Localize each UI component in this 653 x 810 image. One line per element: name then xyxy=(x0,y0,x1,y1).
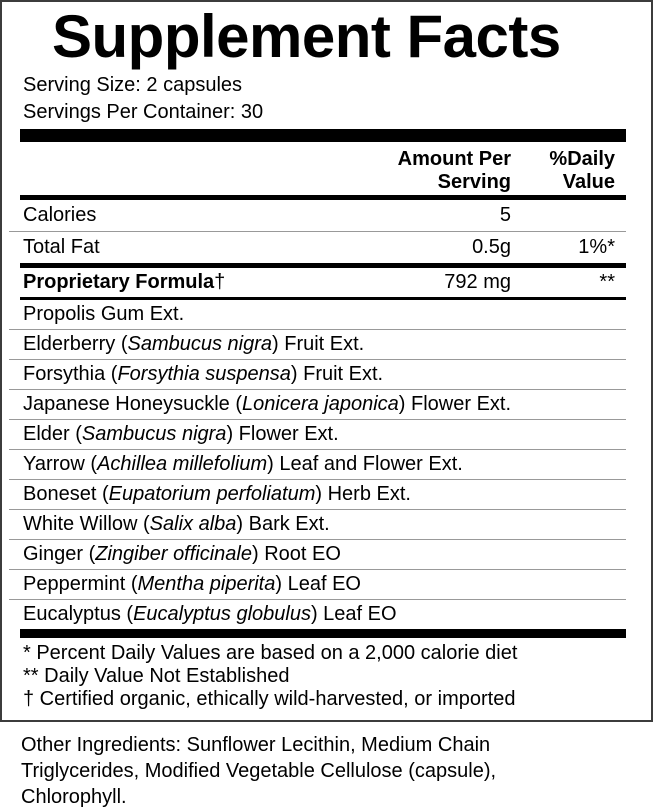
row-amount: 5 xyxy=(499,204,511,226)
ingredient-suffix: ) Flower Ext. xyxy=(398,393,512,415)
row-amount: 792 mg xyxy=(444,271,511,293)
ingredient-row xyxy=(2,570,651,599)
ingredient-prefix: Propolis Gum Ext. xyxy=(23,303,185,325)
total-fat-row xyxy=(2,232,651,263)
ingredient-latin: Forsythia suspensa xyxy=(117,363,291,385)
serving-size-line: Serving Size: 2 capsules xyxy=(23,74,243,96)
ingredient-prefix: Yarrow ( xyxy=(23,453,98,475)
servings-per-container-line: Servings Per Container: 30 xyxy=(23,101,264,123)
amount-header-line1: Amount Per xyxy=(397,148,511,170)
column-headers xyxy=(2,144,651,195)
ingredient-latin: Lonicera japonica xyxy=(242,393,399,415)
ingredient-row xyxy=(2,480,651,509)
ingredient-prefix: Forsythia ( xyxy=(23,363,118,385)
daily-header-line2: Value xyxy=(562,171,615,193)
ingredient-suffix: ) Flower Ext. xyxy=(226,423,339,445)
proprietary-formula-row xyxy=(2,268,651,297)
footnote-not-established: ** Daily Value Not Established xyxy=(23,665,290,687)
ingredient-prefix: Ginger ( xyxy=(23,543,96,565)
ingredient-suffix: ) Fruit Ext. xyxy=(290,363,384,385)
ingredient-suffix: ) Leaf EO xyxy=(310,603,397,625)
ingredient-latin: Eucalyptus globulus xyxy=(133,603,311,625)
amount-header-line2: Serving xyxy=(437,171,511,193)
footnote-certified: † Certified organic, ethically wild-harvested, or imported xyxy=(23,688,516,710)
ingredient-row xyxy=(2,360,651,389)
ingredient-suffix: ) Fruit Ext. xyxy=(272,333,365,355)
daily-header-line1: %Daily xyxy=(549,148,615,170)
ingredient-row xyxy=(2,300,651,329)
panel-title: Supplement Facts xyxy=(52,3,561,70)
ingredient-suffix: ) Leaf EO xyxy=(275,573,361,595)
ingredient-latin: Zingiber officinale xyxy=(95,543,252,565)
other-ingredients-text: Other Ingredients: Sunflower Lecithin, Medium Chain Triglycerides, Modified Vegetable Cellulose (capsule), Chlorophyll. xyxy=(21,734,497,808)
ingredient-suffix: ) Herb Ext. xyxy=(315,483,411,505)
heavy-rule-bottom xyxy=(20,629,626,638)
amount-per-serving-header xyxy=(398,148,511,194)
dagger-marker: † xyxy=(214,271,226,293)
row-daily-value: ** xyxy=(599,271,615,293)
heavy-rule-top xyxy=(20,129,626,142)
ingredient-prefix: Peppermint ( xyxy=(23,573,138,595)
ingredient-latin: Eupatorium perfoliatum xyxy=(108,483,316,505)
ingredient-prefix: Japanese Honeysuckle ( xyxy=(23,393,243,415)
ingredient-prefix: Elderberry ( xyxy=(23,333,128,355)
ingredient-latin: Sambucus nigra xyxy=(81,423,227,445)
ingredient-row xyxy=(2,390,651,419)
ingredient-suffix: ) Bark Ext. xyxy=(236,513,330,535)
ingredient-suffix: ) Leaf and Flower Ext. xyxy=(267,453,463,475)
ingredient-suffix: ) Root EO xyxy=(252,543,341,565)
row-label: Total Fat xyxy=(23,236,100,258)
ingredient-prefix: White Willow ( xyxy=(23,513,150,535)
row-amount: 0.5g xyxy=(472,236,511,258)
row-label: Calories xyxy=(23,204,97,226)
ingredient-row xyxy=(2,540,651,569)
ingredient-row xyxy=(2,420,651,449)
row-daily-value: 1%* xyxy=(578,236,615,258)
footnotes xyxy=(2,638,651,711)
row-label: Proprietary Formula xyxy=(23,271,215,293)
ingredient-row xyxy=(2,600,651,629)
ingredient-latin: Mentha piperita xyxy=(137,573,276,595)
percent-daily-value-header xyxy=(549,148,615,194)
ingredient-latin: Achillea millefolium xyxy=(97,453,268,475)
ingredient-latin: Salix alba xyxy=(149,513,237,535)
ingredient-prefix: Elder ( xyxy=(23,423,82,445)
footnote-daily-values: * Percent Daily Values are based on a 2,000 calorie diet xyxy=(23,642,518,664)
ingredient-latin: Sambucus nigra xyxy=(127,333,273,355)
ingredient-row xyxy=(2,450,651,479)
ingredient-prefix: Boneset ( xyxy=(23,483,109,505)
calories-row xyxy=(2,200,651,231)
ingredient-row xyxy=(2,510,651,539)
ingredient-row xyxy=(2,330,651,359)
ingredient-prefix: Eucalyptus ( xyxy=(23,603,134,625)
